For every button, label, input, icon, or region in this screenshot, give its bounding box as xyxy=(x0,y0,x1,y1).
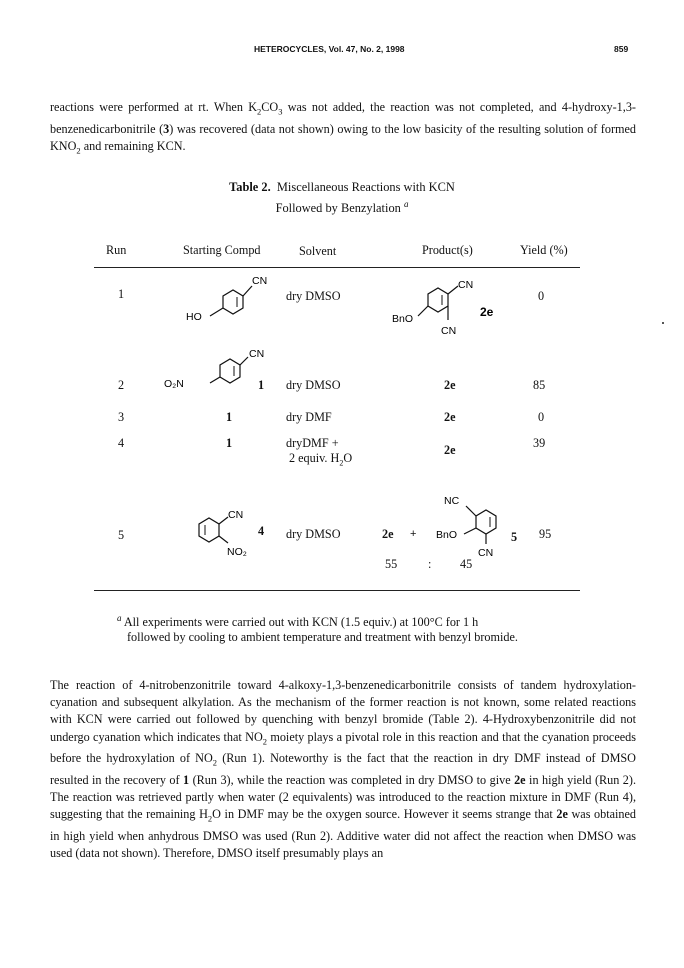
text-run: CO xyxy=(261,100,279,114)
run-4: 4 xyxy=(118,436,125,450)
ratio-separator: : xyxy=(428,557,432,571)
solvent-run-1: dry DMSO xyxy=(286,289,341,303)
structure-4-hydroxybenzonitrile xyxy=(178,268,278,326)
table-top-rule xyxy=(94,267,580,268)
bno-label: BnO xyxy=(392,313,414,325)
run-5: 5 xyxy=(118,528,125,542)
product-plus: + xyxy=(410,528,417,540)
journal-citation: HETEROCYCLES, Vol. 47, No. 2, 1998 xyxy=(254,44,405,54)
compound-label-2e: 2e xyxy=(480,305,494,319)
discussion-paragraph xyxy=(50,677,636,862)
text-run: 2 xyxy=(76,145,81,156)
product-run-5-compound-5: 5 xyxy=(511,530,518,544)
table-bottom-rule xyxy=(94,590,580,591)
no2-label: NO₂ xyxy=(227,546,247,558)
page-number: 859 xyxy=(614,44,629,54)
text-run: ) was recovered (data not shown) owing to the low basicity of the resulting solution of formed KNO xyxy=(50,121,636,153)
solvent-run-4-additive: 2 equiv. $H_2O$ xyxy=(289,451,353,468)
text-run: 1 xyxy=(183,772,190,787)
scan-mark xyxy=(662,322,664,324)
solvent-run-2: dry DMSO xyxy=(286,378,341,392)
table-footnote-line2: followed by cooling to ambient temperature and treatment with benzyl bromide. xyxy=(127,630,518,644)
text-run: O in DMF may be the oxygen source. However it seems strange that xyxy=(212,807,557,822)
cn-label: CN xyxy=(249,348,265,360)
ratio-2e: 55 xyxy=(385,557,398,571)
ho-label: HO xyxy=(186,311,202,323)
table-title-line2: Followed by Benzylation xyxy=(275,201,404,216)
col-header-yield: Yield (%) xyxy=(520,243,568,257)
text-run: (Run 1). Noteworthy is the fact that the reaction in dry DMF instead of DMSO resulted in the recovery of xyxy=(50,751,636,787)
text-run: (Run 3), while the reaction was completed in dry DMSO to give xyxy=(189,772,515,787)
ratio-5: 45 xyxy=(460,557,473,571)
text-run: and remaining KCN. xyxy=(80,138,186,153)
text-run: 3 xyxy=(163,121,170,136)
text-run: The reaction of 4-nitrobenzonitrile toward 4-alkoxy-1,3-benzenedicarbonitrile consists of tandem hydroxylation-cyanation and subsequent alkylation. As the mechanism of the former reaction is not known, some related reactions with KCN were carried out followed by quenching with benzyl bromide (Table 2). 4-Hydroxybenzonitrile did not undergo cyanation which indicates that NO xyxy=(50,678,636,744)
cn-label: CN xyxy=(478,547,494,559)
structure-2e xyxy=(388,276,518,346)
text-run: 2e xyxy=(514,772,526,787)
solvent-run-5: dry DMSO xyxy=(286,527,341,541)
yield-run-2: 85 xyxy=(533,378,546,392)
intro-paragraph xyxy=(50,99,636,159)
text-run: 2 xyxy=(212,757,218,768)
yield-run-3: 0 xyxy=(538,410,545,424)
solvent-run-4: dryDMF + xyxy=(286,436,339,450)
run-3: 3 xyxy=(118,410,125,424)
start-run-3: 1 xyxy=(226,410,233,424)
cn-label: CN xyxy=(228,509,244,521)
run-2: 2 xyxy=(118,378,125,392)
yield-run-5: 95 xyxy=(539,527,552,541)
text-run: in high yield (Run 2). The reaction was retrieved partly when water (2 equivalents) was introduced to the reaction mixture in DMF (Run 4), suggesting that the remaining H xyxy=(50,772,636,822)
text-run: was not added, the reaction was not completed, and 4-hydroxy-1,3-benzenedicarbonitrile ( xyxy=(50,100,636,136)
start-run-2: 1 xyxy=(258,378,265,392)
product-run-5-2e: 2e xyxy=(382,527,394,541)
text-run: 2 xyxy=(262,736,268,747)
structure-2-nitrobenzonitrile xyxy=(185,498,265,566)
table-title: Miscellaneous Reactions with KCN xyxy=(276,180,455,194)
nc-label: NC xyxy=(444,495,460,507)
start-run-5: 4 xyxy=(258,524,265,538)
start-run-4: 1 xyxy=(226,436,233,450)
text-run: 2 xyxy=(257,106,262,117)
solvent-run-3: dry DMF xyxy=(286,410,332,424)
text-run: 2 xyxy=(207,813,213,824)
bno-label: BnO xyxy=(436,529,458,541)
cn-label: CN xyxy=(252,275,268,287)
product-run-4: 2e xyxy=(444,443,456,457)
product-run-3: 2e xyxy=(444,410,456,424)
yield-run-4: 39 xyxy=(533,436,546,450)
col-header-products: Product(s) xyxy=(422,243,473,257)
text-run: reactions were performed at rt. When K xyxy=(50,100,257,114)
yield-run-1: 0 xyxy=(538,289,545,303)
table-caption xyxy=(0,179,684,217)
col-header-solvent: Solvent xyxy=(299,244,337,258)
text-run: moiety plays a pivotal role in this reaction and that the cyanation proceeds before the hydroxylation of NO xyxy=(50,729,636,766)
table-label: Table 2. xyxy=(229,180,271,194)
o2n-label: O₂N xyxy=(164,378,184,390)
product-run-2: 2e xyxy=(444,378,456,392)
text-run: 3 xyxy=(278,106,283,117)
footnote-mark: a xyxy=(403,199,409,209)
table-footnote-line1: $^a$ All experiments were carried out with KCN (1.5 equiv.) at 100°C for 1 h xyxy=(117,613,479,630)
text-run: was obtained in high yield when anhydrous DMSO was used (Run 2). Additive water did not affect the reaction when DMSO was used (data not shown). Therefore, DMSO itself presumably plays an xyxy=(50,807,637,861)
structure-5 xyxy=(428,490,508,562)
run-1: 1 xyxy=(118,287,125,301)
structure-4-nitrobenzonitrile xyxy=(160,345,270,395)
col-header-run: Run xyxy=(106,243,127,257)
col-header-starting-compd: Starting Compd xyxy=(183,243,261,257)
cn-label: CN xyxy=(441,325,457,337)
text-run: 2e xyxy=(556,807,568,822)
cn-label: CN xyxy=(458,279,474,291)
running-header xyxy=(0,44,684,58)
